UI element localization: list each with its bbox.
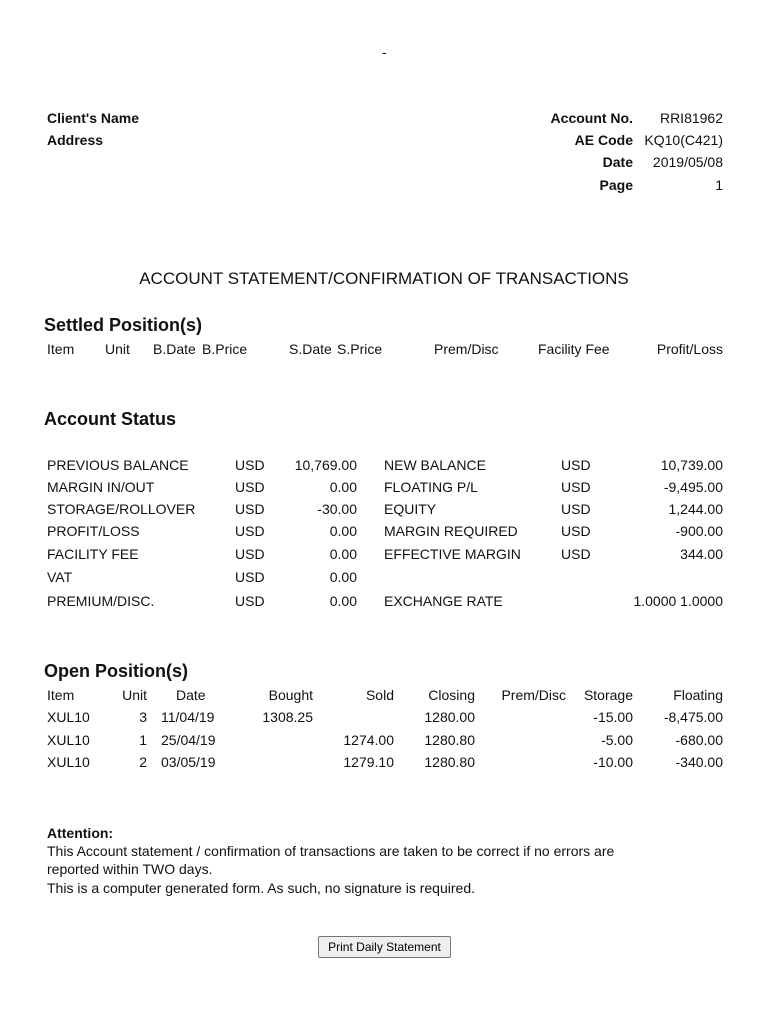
status-label: MARGIN REQUIRED — [384, 523, 518, 539]
open-col-premdisc: Prem/Disc — [501, 687, 566, 703]
status-label: PROFIT/LOSS — [47, 523, 140, 539]
exchange-rate-value: 1.0000 1.0000 — [633, 593, 723, 609]
status-label: EFFECTIVE MARGIN — [384, 546, 521, 562]
open-row-item: XUL10 — [47, 709, 90, 725]
settled-heading: Settled Position(s) — [44, 315, 203, 335]
open-row-closing: 1280.00 — [424, 709, 475, 725]
status-currency: USD — [561, 457, 591, 473]
status-currency: USD — [235, 523, 265, 539]
ae-code-value: KQ10(C421) — [644, 132, 723, 148]
status-value: 0.00 — [329, 546, 357, 562]
open-col-closing: Closing — [428, 687, 475, 703]
date-label: Date — [602, 154, 633, 170]
open-row-floating: -8,475.00 — [663, 709, 723, 725]
open-row-unit: 2 — [139, 754, 147, 770]
status-label: PREVIOUS BALANCE — [47, 457, 189, 473]
status-currency: USD — [235, 501, 265, 517]
status-label: FLOATING P/L — [384, 479, 478, 495]
open-row-storage: -15.00 — [593, 709, 633, 725]
settled-col-item: Item — [47, 341, 75, 357]
open-col-item: Item — [47, 687, 75, 703]
status-currency: USD — [561, 523, 591, 539]
open-row-closing: 1280.80 — [424, 754, 475, 770]
page-value: 1 — [715, 177, 723, 193]
open-row-date: 11/04/19 — [161, 709, 215, 725]
account-no-value: RRI81962 — [659, 110, 723, 126]
status-currency: USD — [561, 479, 591, 495]
attention-line: reported within TWO days. — [47, 861, 213, 877]
status-value: 10,739.00 — [660, 457, 723, 473]
open-row-floating: -340.00 — [675, 754, 723, 770]
open-row-storage: -5.00 — [601, 732, 633, 748]
client-name-label: Client's Name — [47, 110, 140, 126]
top-dash: - — [382, 44, 387, 60]
status-label: PREMIUM/DISC. — [47, 593, 155, 609]
status-value: -30.00 — [317, 501, 357, 517]
open-col-bought: Bought — [268, 687, 313, 703]
status-value: 10,769.00 — [294, 457, 357, 473]
open-row-item: XUL10 — [47, 754, 90, 770]
settled-col-facilityfee: Facility Fee — [538, 341, 610, 357]
settled-col-bprice: B.Price — [202, 341, 248, 357]
settled-col-premdisc: Prem/Disc — [434, 341, 499, 357]
status-value: 0.00 — [329, 593, 357, 609]
open-row-item: XUL10 — [47, 732, 90, 748]
status-value: -9,495.00 — [663, 479, 723, 495]
open-col-unit: Unit — [122, 687, 147, 703]
settled-col-unit: Unit — [105, 341, 130, 357]
account-status-heading: Account Status — [44, 409, 177, 429]
page-label: Page — [599, 177, 633, 193]
open-row-bought: 1308.25 — [262, 709, 313, 725]
statement-title: ACCOUNT STATEMENT/CONFIRMATION OF TRANSACTIONS — [139, 269, 629, 288]
open-row-unit: 1 — [139, 732, 147, 748]
address-label: Address — [47, 132, 104, 148]
status-currency: USD — [235, 593, 265, 609]
status-value: 0.00 — [329, 523, 357, 539]
open-col-storage: Storage — [583, 687, 633, 703]
status-value: 1,244.00 — [668, 501, 723, 517]
open-col-date: Date — [176, 687, 206, 703]
open-col-floating: Floating — [673, 687, 723, 703]
attention-line: This Account statement / confirmation of transactions are taken to be correct if no errors are — [47, 843, 615, 859]
settled-col-sprice: S.Price — [337, 341, 383, 357]
open-col-sold: Sold — [365, 687, 394, 703]
open-heading: Open Position(s) — [44, 661, 188, 681]
status-label: STORAGE/ROLLOVER — [47, 501, 196, 517]
status-value: 344.00 — [680, 546, 723, 562]
date-value: 2019/05/08 — [652, 154, 723, 170]
ae-code-label: AE Code — [574, 132, 633, 148]
attention-line: This is a computer generated form. As such, no signature is required. — [47, 880, 475, 896]
settled-col-sdate: S.Date — [289, 341, 332, 357]
open-row-storage: -10.00 — [593, 754, 633, 770]
open-row-closing: 1280.80 — [424, 732, 475, 748]
status-currency: USD — [235, 546, 265, 562]
status-currency: USD — [561, 501, 591, 517]
open-row-date: 25/04/19 — [161, 732, 216, 748]
status-label: NEW BALANCE — [384, 457, 486, 473]
status-currency: USD — [235, 479, 265, 495]
attention-heading: Attention: — [47, 825, 114, 841]
status-label: MARGIN IN/OUT — [47, 479, 155, 495]
status-value: 0.00 — [329, 569, 357, 585]
settled-col-bdate: B.Date — [153, 341, 196, 357]
status-value: 0.00 — [329, 479, 357, 495]
status-label: FACILITY FEE — [47, 546, 139, 562]
status-value: -900.00 — [675, 523, 723, 539]
print-daily-statement-button[interactable]: Print Daily Statement — [318, 936, 451, 958]
status-currency: USD — [561, 546, 591, 562]
open-row-sold: 1274.00 — [343, 732, 394, 748]
exchange-rate-label: EXCHANGE RATE — [384, 593, 503, 609]
account-no-label: Account No. — [550, 110, 633, 126]
status-currency: USD — [235, 457, 265, 473]
status-label: VAT — [47, 569, 73, 585]
settled-col-profitloss: Profit/Loss — [656, 341, 723, 357]
open-row-unit: 3 — [139, 709, 147, 725]
open-row-sold: 1279.10 — [343, 754, 394, 770]
open-row-floating: -680.00 — [675, 732, 723, 748]
status-label: EQUITY — [384, 501, 437, 517]
status-currency: USD — [235, 569, 265, 585]
open-row-date: 03/05/19 — [161, 754, 216, 770]
